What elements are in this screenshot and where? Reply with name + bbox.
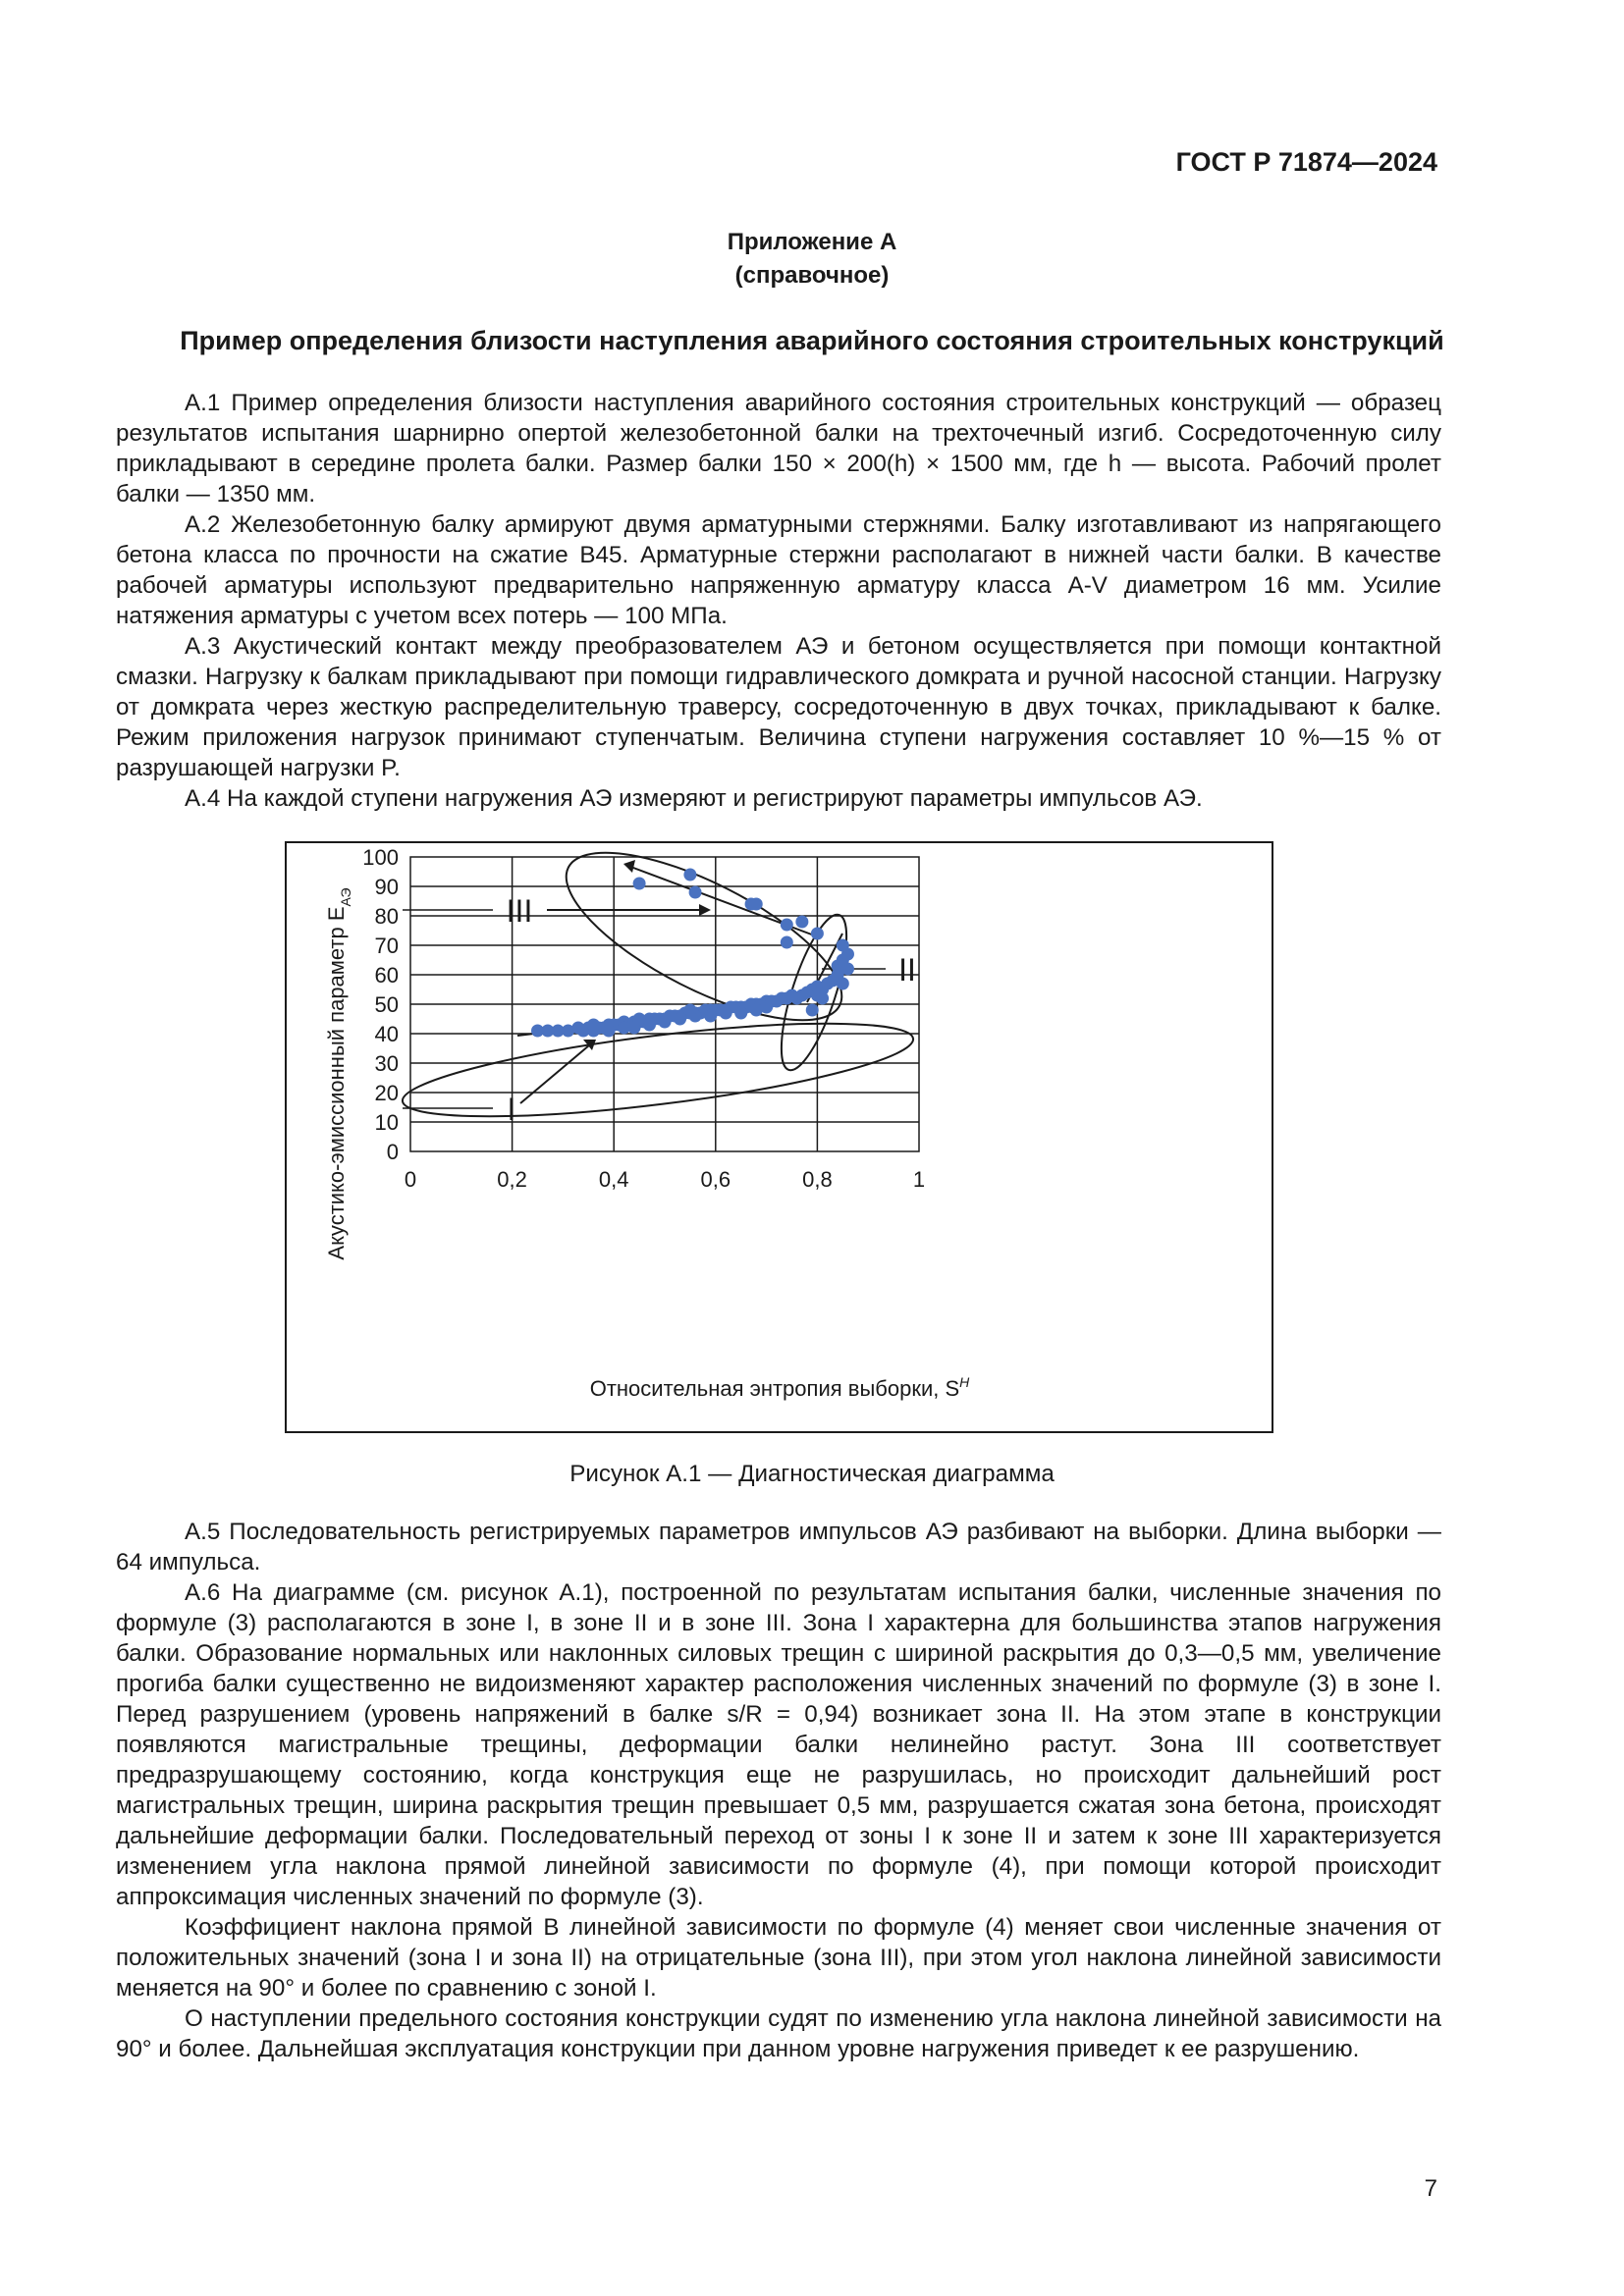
paragraph-a6: А.6 На диаграмме (см. рисунок А.1), построенной по результатам испытания балки, численные значения по формуле (3) располагаются в зоне I, в зоне II и в зоне III. Зона I характерна для большинства этапов нагружения балки. Образование нормальных или наклонных силовых трещин с шириной раскрытия до 0,3—0,5 мм, увеличение прогиба балки существенно не видоизменяют характер расположения численных значений по формуле (3) в зоне I. Перед разрушением (уровень напряжений в балке s/R = 0,94) возникает зона II. На этом этапе в конструкции появляются магистральные трещины, деформации балки нелинейно растут. Зона III соответствует предразрушающему состоянию, когда конструкция еще не разрушилась, но происходит дальнейший рост магистральных трещин, ширина раскрытия трещин превышает 0,5 мм, разрушается сжатая зона бетона, происходят дальнейшие деформации балки. Последовательный переход от зоны I к зоне II и затем к зоне III характеризуется изменением угла наклона прямой линейной зависимости по формуле (4), при помощи которой происходит аппроксимация численных значений по формуле (3). <box>116 1579 1441 1910</box>
paragraph-coefficient: Коэффициент наклона прямой B линейной зависимости по формуле (4) меняет свои численные значения от положительных значений (зона I и зона II) на отрицательные (зона III), при этом угол наклона линейной зависимости меняется на 90° и более по сравнению с зоной I. <box>116 1914 1441 2002</box>
zone-i-arrow <box>520 1045 589 1103</box>
standard-designation: ГОСТ Р 71874—2024 <box>1175 147 1437 177</box>
y-tick-label: 100 <box>362 845 399 870</box>
zone-iii-label: III <box>506 893 533 929</box>
zone-iii-trend-arrowhead <box>623 860 635 873</box>
data-point-zone-3 <box>795 916 808 929</box>
data-point-zone-1 <box>633 1013 646 1026</box>
zone-ii-label: II <box>898 952 916 988</box>
y-tick-label: 90 <box>374 875 399 899</box>
data-point-zone-3 <box>689 886 702 899</box>
zone-iii-arrowhead <box>699 904 711 916</box>
appendix-title: Приложение А <box>727 229 897 255</box>
data-point-zone-1 <box>760 1001 773 1014</box>
data-point-zone-1 <box>603 1025 616 1038</box>
appendix-heading <box>0 226 1624 293</box>
data-point-zone-2 <box>816 992 829 1005</box>
y-tick-label: 10 <box>374 1110 399 1135</box>
data-point-zone-1 <box>683 1004 696 1017</box>
y-tick-label: 20 <box>374 1081 399 1105</box>
paragraph-a1: А.1 Пример определения близости наступления аварийного состояния строительных конструкций — образец результатов испытания шарнирно опертой железобетонной балки на трехточечный изгиб. Сосредоточенную силу прикладывают в середине пролета балки. Размер балки 150 × 200(h) × 1500 мм, где h — высота. Рабочий пролет балки — 1350 мм. <box>116 390 1441 507</box>
page-number: 7 <box>1424 2175 1437 2202</box>
y-tick-label: 70 <box>374 934 399 958</box>
intro-section <box>116 388 1441 814</box>
data-point-zone-1 <box>734 1007 747 1020</box>
data-point-zone-2 <box>841 963 854 976</box>
data-point-zone-3 <box>811 928 824 940</box>
data-point-zone-3 <box>750 898 763 911</box>
x-tick-label: 0,6 <box>700 1167 731 1192</box>
appendix-type: (справочное) <box>734 262 890 289</box>
y-tick-label: 50 <box>374 992 399 1017</box>
figure-caption: Рисунок А.1 — Диагностическая диаграмма <box>569 1461 1055 1487</box>
data-point-zone-1 <box>704 1010 717 1023</box>
data-point-zone-1 <box>659 1016 672 1029</box>
y-tick-label: 40 <box>374 1022 399 1046</box>
y-tick-label: 80 <box>374 904 399 929</box>
main-section <box>116 1517 1441 2064</box>
diagnostic-chart <box>287 843 1272 1431</box>
data-point-zone-1 <box>674 1013 686 1026</box>
data-point-zone-3 <box>781 936 793 949</box>
x-tick-label: 0,2 <box>497 1167 527 1192</box>
x-tick-label: 0,8 <box>802 1167 833 1192</box>
data-point-zone-3 <box>683 869 696 881</box>
x-tick-label: 1 <box>912 1167 926 1192</box>
x-tick-label: 0 <box>404 1167 417 1192</box>
y-tick-label: 30 <box>374 1051 399 1076</box>
data-point-zone-2 <box>837 978 849 990</box>
y-tick-label: 0 <box>386 1140 399 1164</box>
document-title: Пример определения близости наступления аварийного состояния строительных конструкций <box>180 326 1444 355</box>
y-tick-label: 60 <box>374 963 399 988</box>
y-axis-label: Акустико-эмиссионный параметр $E_{АЭ}$ <box>324 887 353 1260</box>
zone-i-label: I <box>507 1092 516 1127</box>
paragraph-a3: А.3 Акустический контакт между преобразователем АЭ и бетоном осуществляется при помощи контактной смазки. Нагрузку к балкам прикладывают при помощи гидравлического домкрата и ручной насосной станции. Нагрузку от домкрата через жесткую распределительную траверсу, сосредоточенную в двух точках, прикладывают к балке. Режим приложения нагрузок принимают ступенчатым. Величина ступени нагружения составляет 10 %—15 % от разрушающей нагрузки P. <box>116 633 1441 781</box>
x-axis-label: Относительная энтропия выборки, $S^H$ <box>589 1374 970 1401</box>
paragraph-conclusion: О наступлении предельного состояния конструкции судят по изменению угла наклона линейной зависимости на 90° и более. Дальнейшая эксплуатация конструкции при данном уровне нагружения приведет к ее разрушению. <box>116 2005 1441 2062</box>
data-point-zone-3 <box>781 919 793 932</box>
paragraph-a4: А.4 На каждой ступени нагружения АЭ измеряют и регистрируют параметры импульсов АЭ. <box>185 785 1203 812</box>
data-point-zone-3 <box>837 939 849 952</box>
x-tick-label: 0,4 <box>598 1167 629 1192</box>
paragraph-a5: А.5 Последовательность регистрируемых параметров импульсов АЭ разбивают на выборки. Длина выборки — 64 импульса. <box>116 1519 1441 1575</box>
data-point-zone-3 <box>633 878 646 890</box>
data-point-zone-1 <box>587 1019 600 1032</box>
figure-frame <box>285 841 1273 1433</box>
data-point-zone-2 <box>806 1004 819 1017</box>
paragraph-a2: А.2 Железобетонную балку армируют двумя арматурными стержнями. Балку изготавливают из напрягающего бетона класса по прочности на сжатие В45. Арматурные стержни располагают в нижней части балки. В качестве рабочей арматуры используют предварительно напряженную арматуру класса A-V диаметром 16 мм. Усилие натяжения арматуры с учетом всех потерь — 100 МПа. <box>116 511 1441 629</box>
data-point-zone-1 <box>720 1007 732 1020</box>
